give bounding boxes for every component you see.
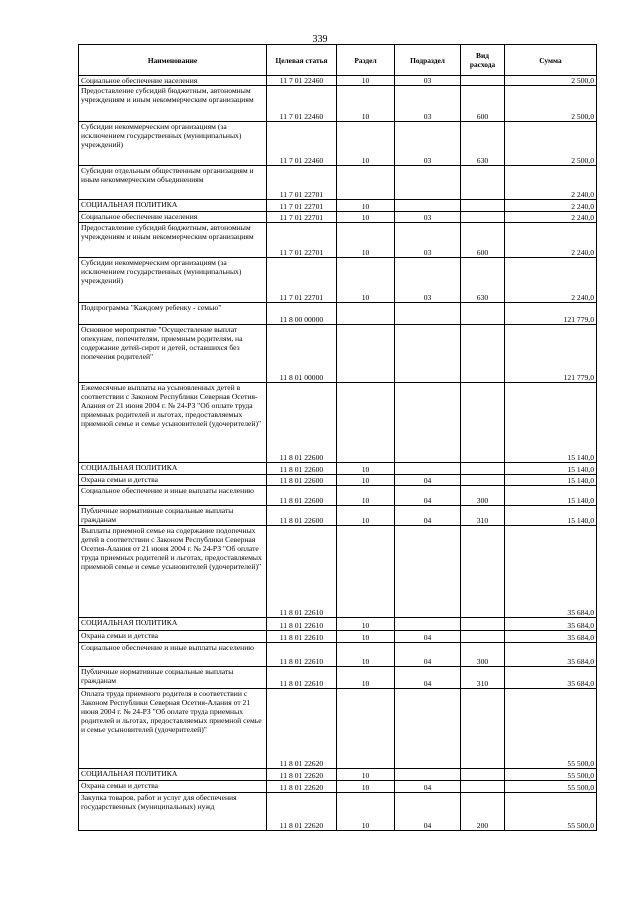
table-header-row — [79, 45, 597, 76]
row-name: СОЦИАЛЬНАЯ ПОЛИТИКА — [79, 769, 267, 781]
row-target-article: 11 8 01 22610 — [267, 526, 337, 618]
column-header-name: Наименование — [79, 45, 267, 76]
row-sum: 35 684,0 — [505, 526, 597, 618]
row-target-article: 11 7 01 22701 — [267, 166, 337, 200]
table-row — [79, 325, 597, 383]
row-target-article: 11 8 01 22600 — [267, 383, 337, 463]
table-row — [79, 506, 597, 526]
row-name: Социальное обеспечение и иные выплаты населению — [79, 643, 267, 667]
row-target-article: 11 8 01 22610 — [267, 643, 337, 667]
row-subsection: 04 — [395, 486, 461, 506]
table-row — [79, 212, 597, 223]
row-sum: 55 500,0 — [505, 781, 597, 793]
row-expense-type: 630 — [461, 258, 505, 303]
page-number: 339 — [312, 34, 328, 45]
table-row — [79, 76, 597, 86]
row-name: СОЦИАЛЬНАЯ ПОЛИТИКА — [79, 200, 267, 212]
row-expense-type — [461, 526, 505, 618]
row-section: 10 — [337, 667, 395, 689]
row-section: 10 — [337, 781, 395, 793]
row-sum: 121 779,0 — [505, 325, 597, 383]
row-name: Публичные нормативные социальные выплаты гражданам — [79, 667, 267, 689]
row-target-article: 11 8 01 22600 — [267, 463, 337, 475]
row-subsection: 04 — [395, 475, 461, 486]
row-sum: 15 140,0 — [505, 506, 597, 526]
row-name: Социальное обеспечение населения — [79, 76, 267, 86]
row-subsection — [395, 689, 461, 769]
table-row — [79, 258, 597, 303]
row-expense-type — [461, 325, 505, 383]
table-row — [79, 689, 597, 769]
row-target-article: 11 8 01 22610 — [267, 667, 337, 689]
row-section: 10 — [337, 463, 395, 475]
table-row — [79, 486, 597, 506]
table-body — [79, 76, 597, 831]
table-row — [79, 769, 597, 781]
row-subsection — [395, 463, 461, 475]
table-row — [79, 667, 597, 689]
row-target-article: 11 8 01 22600 — [267, 506, 337, 526]
row-sum: 35 684,0 — [505, 631, 597, 643]
row-sum: 2 240,0 — [505, 223, 597, 258]
row-section — [337, 526, 395, 618]
row-subsection — [395, 769, 461, 781]
row-section: 10 — [337, 631, 395, 643]
row-section: 10 — [337, 618, 395, 631]
column-header-section: Раздел — [337, 45, 395, 76]
row-section — [337, 166, 395, 200]
row-target-article: 11 8 01 22620 — [267, 769, 337, 781]
table-row — [79, 303, 597, 325]
row-target-article: 11 8 01 00000 — [267, 325, 337, 383]
row-section — [337, 325, 395, 383]
row-name: Оплата труда приемного родителя в соответствии с Законом Республики Северная Осетия-Алания от 21 июня 2004 г. № 24-РЗ "Об оплате труда приемных родителей и льготах, предоставляемых приемной семье и семье усыновителей (удочерителей)" — [79, 689, 267, 769]
row-section: 10 — [337, 506, 395, 526]
row-section: 10 — [337, 223, 395, 258]
table-row — [79, 526, 597, 618]
row-section: 10 — [337, 76, 395, 86]
row-section: 10 — [337, 475, 395, 486]
row-name: Предоставление субсидий бюджетным, автономным учреждениям и иным некоммерческим организациям — [79, 86, 267, 122]
row-section: 10 — [337, 486, 395, 506]
row-expense-type: 600 — [461, 86, 505, 122]
table-row — [79, 463, 597, 475]
row-name: Охрана семьи и детства — [79, 631, 267, 643]
table-row — [79, 781, 597, 793]
table-row — [79, 475, 597, 486]
row-name: Выплаты приемной семье на содержание подопечных детей в соответствии с Законом Республики Северная Осетия-Алания от 21 июня 2004 г. № 24-РЗ "Об оплате труда приемных родителей и льготах, предоставляемых приемной семье и семье усыновителей (удочерителей)" — [79, 526, 267, 618]
row-subsection: 03 — [395, 86, 461, 122]
row-name: Предоставление субсидий бюджетным, автономным учреждениям и иным некоммерческим организациям — [79, 223, 267, 258]
row-name: Подпрограмма "Каждому ребенку - семью" — [79, 303, 267, 325]
row-name: СОЦИАЛЬНАЯ ПОЛИТИКА — [79, 618, 267, 631]
row-section: 10 — [337, 643, 395, 667]
table-row — [79, 86, 597, 122]
row-sum: 2 240,0 — [505, 200, 597, 212]
row-section — [337, 689, 395, 769]
row-name: Социальное обеспечение населения — [79, 212, 267, 223]
row-subsection: 04 — [395, 667, 461, 689]
row-expense-type — [461, 781, 505, 793]
row-sum: 2 500,0 — [505, 76, 597, 86]
row-target-article: 11 8 00 00000 — [267, 303, 337, 325]
row-expense-type — [461, 631, 505, 643]
column-header-target-article: Целевая статья — [267, 45, 337, 76]
row-expense-type — [461, 76, 505, 86]
row-sum: 55 500,0 — [505, 689, 597, 769]
row-section — [337, 303, 395, 325]
row-target-article: 11 8 01 22600 — [267, 486, 337, 506]
row-target-article: 11 8 01 22620 — [267, 689, 337, 769]
row-subsection: 04 — [395, 631, 461, 643]
row-expense-type — [461, 212, 505, 223]
table-row — [79, 631, 597, 643]
row-sum: 2 240,0 — [505, 258, 597, 303]
row-section: 10 — [337, 793, 395, 831]
row-sum: 55 500,0 — [505, 793, 597, 831]
row-target-article: 11 8 01 22610 — [267, 631, 337, 643]
row-sum: 2 240,0 — [505, 212, 597, 223]
row-sum: 121 779,0 — [505, 303, 597, 325]
row-subsection: 04 — [395, 793, 461, 831]
row-subsection — [395, 618, 461, 631]
row-sum: 35 684,0 — [505, 618, 597, 631]
table-row — [79, 200, 597, 212]
row-name: Охрана семьи и детства — [79, 781, 267, 793]
row-sum: 15 140,0 — [505, 486, 597, 506]
row-name: Закупка товаров, работ и услуг для обеспечения государственных (муниципальных) нужд — [79, 793, 267, 831]
column-header-expense-type: Вид расхода — [461, 45, 505, 76]
row-expense-type — [461, 200, 505, 212]
row-expense-type — [461, 166, 505, 200]
row-expense-type: 310 — [461, 667, 505, 689]
row-expense-type: 200 — [461, 793, 505, 831]
row-name: Ежемесячные выплаты на усыновленных детей в соответствии с Законом Республики Северная Осетия-Алания от 21 июня 2004 г. № 24-РЗ "Об оплате труда приемных родителей и льготах, предоставляемых приемной семье и семье усыновителей (удочерителей)" — [79, 383, 267, 463]
table-row — [79, 383, 597, 463]
row-subsection — [395, 526, 461, 618]
row-subsection: 04 — [395, 506, 461, 526]
row-name: Социальное обеспечение и иные выплаты населению — [79, 486, 267, 506]
row-target-article: 11 8 01 22620 — [267, 781, 337, 793]
row-target-article: 11 7 01 22460 — [267, 122, 337, 166]
row-sum: 35 684,0 — [505, 667, 597, 689]
column-header-sum: Сумма — [505, 45, 597, 76]
row-target-article: 11 8 01 22600 — [267, 475, 337, 486]
row-subsection: 04 — [395, 781, 461, 793]
row-expense-type: 600 — [461, 223, 505, 258]
row-name: Субсидии некоммерческим организациям (за исключением государственных (муниципальных) учреждений) — [79, 122, 267, 166]
row-subsection: 03 — [395, 223, 461, 258]
row-target-article: 11 7 01 22701 — [267, 200, 337, 212]
row-section: 10 — [337, 769, 395, 781]
row-section: 10 — [337, 200, 395, 212]
row-section — [337, 383, 395, 463]
row-name: СОЦИАЛЬНАЯ ПОЛИТИКА — [79, 463, 267, 475]
table-row — [79, 166, 597, 200]
row-target-article: 11 7 01 22460 — [267, 76, 337, 86]
row-subsection: 03 — [395, 122, 461, 166]
row-expense-type — [461, 769, 505, 781]
row-name: Субсидии отдельным общественным организациям и иным некоммерческим объединениям — [79, 166, 267, 200]
row-target-article: 11 7 01 22701 — [267, 258, 337, 303]
row-subsection: 03 — [395, 258, 461, 303]
row-target-article: 11 7 01 22460 — [267, 86, 337, 122]
row-sum: 2 240,0 — [505, 166, 597, 200]
budget-table — [78, 44, 597, 831]
row-subsection: 03 — [395, 76, 461, 86]
table-row — [79, 643, 597, 667]
row-subsection — [395, 383, 461, 463]
row-name: Субсидии некоммерческим организациям (за исключением государственных (муниципальных) учреждений) — [79, 258, 267, 303]
row-expense-type: 300 — [461, 486, 505, 506]
row-sum: 15 140,0 — [505, 383, 597, 463]
row-expense-type — [461, 383, 505, 463]
row-subsection — [395, 303, 461, 325]
table-row — [79, 618, 597, 631]
row-section: 10 — [337, 212, 395, 223]
row-target-article: 11 8 01 22610 — [267, 618, 337, 631]
row-sum: 2 500,0 — [505, 86, 597, 122]
row-sum: 35 684,0 — [505, 643, 597, 667]
row-sum: 15 140,0 — [505, 463, 597, 475]
row-section: 10 — [337, 86, 395, 122]
row-subsection — [395, 166, 461, 200]
row-expense-type — [461, 618, 505, 631]
row-section: 10 — [337, 122, 395, 166]
row-subsection: 03 — [395, 212, 461, 223]
row-expense-type: 310 — [461, 506, 505, 526]
row-expense-type — [461, 303, 505, 325]
table-row — [79, 122, 597, 166]
row-name: Основное мероприятие "Осуществление выплат опекунам, попечителям, приемным родителям, на содержание детей-сирот и детей, оставшихся без попечения родителей" — [79, 325, 267, 383]
row-subsection — [395, 200, 461, 212]
row-sum: 55 500,0 — [505, 769, 597, 781]
row-expense-type — [461, 475, 505, 486]
row-target-article: 11 7 01 22701 — [267, 223, 337, 258]
row-subsection — [395, 325, 461, 383]
row-target-article: 11 7 01 22701 — [267, 212, 337, 223]
row-sum: 2 500,0 — [505, 122, 597, 166]
table-row — [79, 223, 597, 258]
row-expense-type — [461, 463, 505, 475]
column-header-subsection: Подраздел — [395, 45, 461, 76]
table-row — [79, 793, 597, 831]
row-expense-type: 300 — [461, 643, 505, 667]
row-section: 10 — [337, 258, 395, 303]
row-expense-type — [461, 689, 505, 769]
row-expense-type: 630 — [461, 122, 505, 166]
row-subsection: 04 — [395, 643, 461, 667]
row-sum: 15 140,0 — [505, 475, 597, 486]
row-name: Охрана семьи и детства — [79, 475, 267, 486]
row-target-article: 11 8 01 22620 — [267, 793, 337, 831]
row-name: Публичные нормативные социальные выплаты гражданам — [79, 506, 267, 526]
